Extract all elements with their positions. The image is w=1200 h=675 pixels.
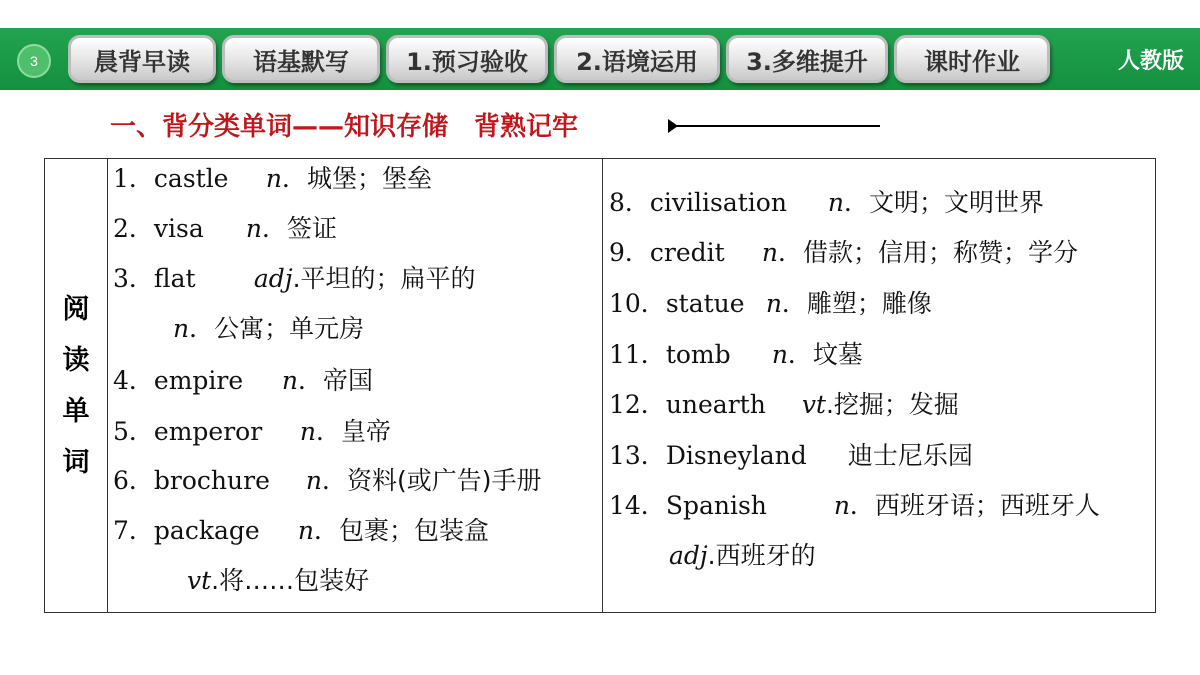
section-title: 一、背分类单词——知识存储 背熟记牢 (110, 112, 579, 142)
vocab-entry: 10．statue n．雕塑；雕像 (609, 289, 932, 318)
category-cell (45, 159, 108, 612)
tab-context-use[interactable]: 2.语境运用 (554, 35, 720, 83)
edition-label: 人教版 (1117, 48, 1184, 74)
vocab-entry-continuation: n．公寓；单元房 (173, 314, 365, 343)
vocab-entry: 5．emperor n．皇帝 (113, 417, 392, 446)
vocab-entry: 6．brochure n．资料(或广告)手册 (113, 466, 542, 495)
vocab-entry: 8．civilisation n．文明；文明世界 (609, 188, 1045, 217)
tab-preview-check[interactable]: 1.预习验收 (386, 35, 548, 83)
arrow-line (668, 125, 880, 127)
column-divider (602, 159, 603, 612)
tab-morning-reading[interactable]: 晨背早读 (68, 35, 216, 83)
vocab-entry: 9．credit n．借款；信用；称赞；学分 (609, 238, 1079, 267)
vocab-entry: 2．visa n．签证 (113, 214, 338, 243)
vocab-entry: 4．empire n．帝国 (113, 366, 374, 395)
page-number-badge: 3 (17, 44, 51, 78)
tab-homework[interactable]: 课时作业 (894, 35, 1050, 83)
vocab-entry: 13．Disneyland 迪士尼乐园 (609, 441, 973, 470)
category-char: 单 (62, 395, 90, 427)
vocab-entry: 14．Spanish n．西班牙语；西班牙人 (609, 491, 1100, 520)
category-char: 阅 (62, 293, 90, 325)
category-char: 词 (62, 446, 90, 478)
vocab-entry-continuation: vt.将……包装好 (187, 566, 370, 595)
vocab-entry: 12．unearth vt.挖掘；发掘 (609, 390, 959, 419)
vocab-entry: 7．package n．包裹；包装盒 (113, 516, 490, 545)
vocab-entry: 1．castle n．城堡；堡垒 (113, 164, 433, 193)
vocab-entry: 3．flat adj.平坦的；扁平的 (113, 264, 476, 293)
vocab-entry: 11．tomb n．坟墓 (609, 340, 863, 369)
tab-multi-improvement[interactable]: 3.多维提升 (726, 35, 888, 83)
vocabulary-table (44, 158, 1156, 613)
category-char: 读 (62, 344, 90, 376)
tab-basic-dictation[interactable]: 语基默写 (222, 35, 380, 83)
vocab-entry-continuation: adj.西班牙的 (669, 541, 816, 570)
